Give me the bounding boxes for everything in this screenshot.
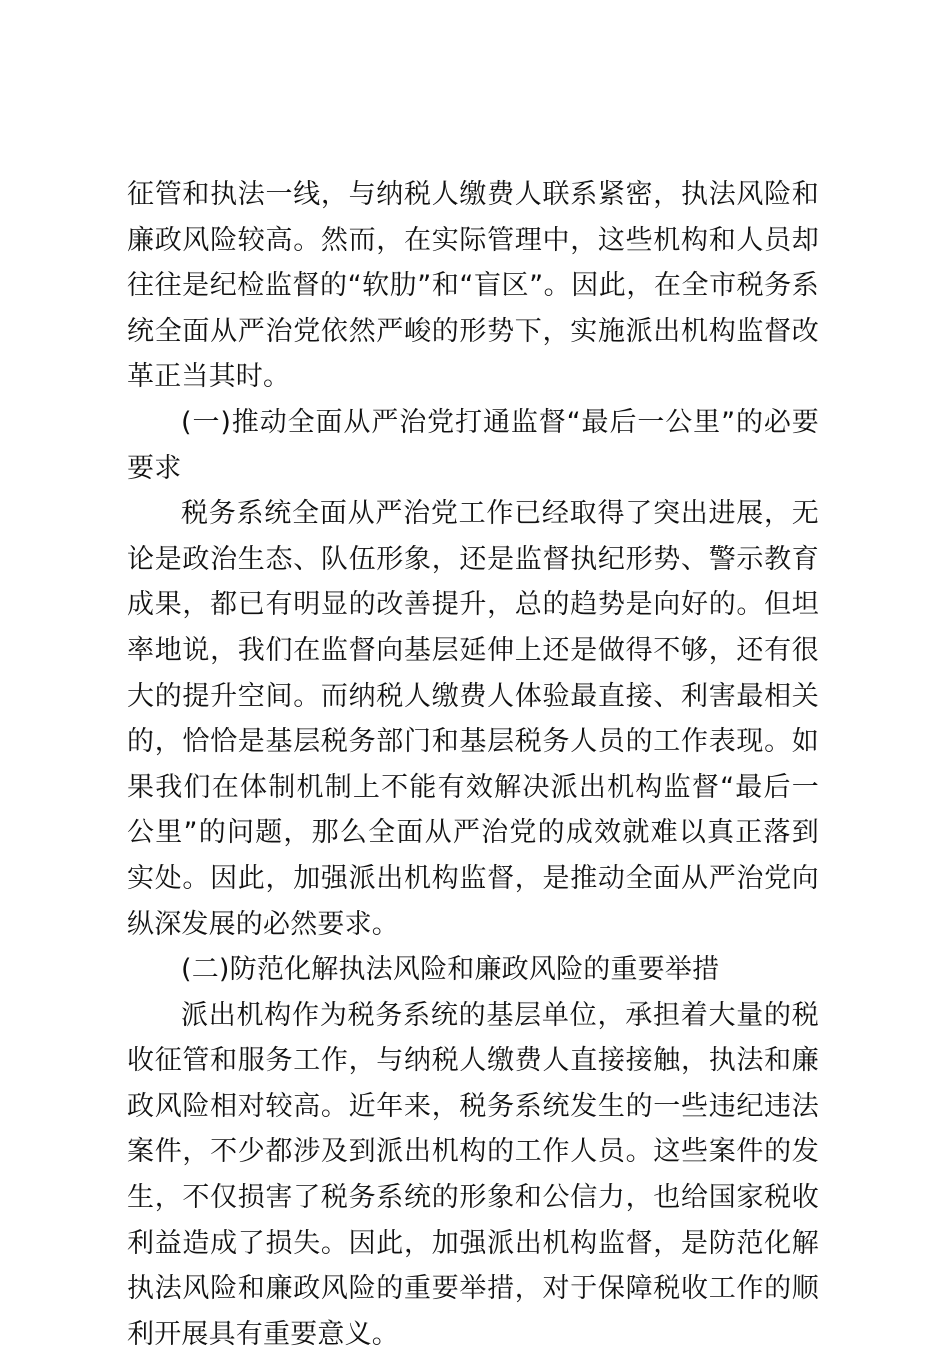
paragraph-section-1: 税务系统全面从严治党工作已经取得了突出进展，无论是政治生态、队伍形象，还是监督执纪形势、警示教育成果，都已有明显的改善提升，总的趋势是向好的。但坦率地说，我们在监督向基层延伸上还是做得不够，还有很大的提升空间。而纳税人缴费人体验最直接、利害最相关的，恰恰是基层税务部门和基层税务人员的工作表现。如果我们在体制机制上不能有效解决派出机构监督“最后一公里”的问题，那么全面从严治党的成效就难以真正落到实处。因此，加强派出机构监督，是推动全面从严治党向纵深发展的必然要求。: [127, 498, 819, 940]
document-body: [127, 172, 819, 1357]
section-heading-1: (一)推动全面从严治党打通监督“最后一公里”的必要要求: [127, 406, 819, 484]
paragraph-section-2: 派出机构作为税务系统的基层单位，承担着大量的税收征管和服务工作，与纳税人缴费人直接接触，执法和廉政风险相对较高。近年来，税务系统发生的一些违纪违法案件，不少都涉及到派出机构的工作人员。这些案件的发生，不仅损害了税务系统的形象和公信力，也给国家税收利益造成了损失。因此，加强派出机构监督，是防范化解执法风险和廉政风险的重要举措，对于保障税收工作的顺利开展具有重要意义。: [127, 999, 819, 1350]
paragraph-continued: 征管和执法一线，与纳税人缴费人联系紧密，执法风险和廉政风险较高。然而，在实际管理中，这些机构和人员却往往是纪检监督的“软肋”和“盲区”。因此，在全市税务系统全面从严治党依然严峻的形势下，实施派出机构监督改革正当其时。: [127, 179, 819, 393]
section-heading-2: (二)防范化解执法风险和廉政风险的重要举措: [181, 954, 720, 986]
